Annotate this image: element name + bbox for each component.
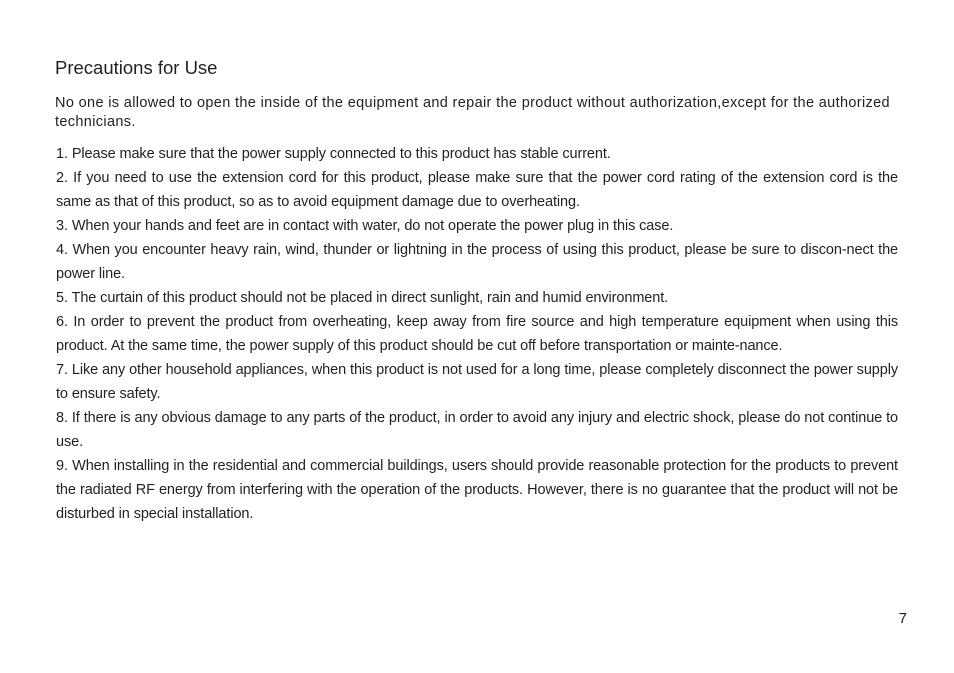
precaution-item-1: 1. Please make sure that the power supply connected to this product has stable current.: [56, 146, 611, 162]
precaution-item-4: 4. When you encounter heavy rain, wind, thunder or lightning in the process of using this product, please be sure to discon-nect the power line.: [56, 242, 898, 282]
precaution-item-7: 7. Like any other household appliances, when this product is not used for a long time, please completely disconnect the power supply to ensure safety.: [56, 362, 898, 402]
page-number: 7: [898, 610, 907, 627]
page-title: Precautions for Use: [55, 57, 218, 78]
precaution-item-5: 5. The curtain of this product should not be placed in direct sunlight, rain and humid environment.: [56, 290, 669, 306]
precaution-item-8: 8. If there is any obvious damage to any parts of the product, in order to avoid any injury and electric shock, please do not continue to use.: [56, 410, 898, 450]
precaution-item-6: 6. In order to prevent the product from overheating, keep away from fire source and high temperature equipment when using this product. At the same time, the power supply of this product should be cut off before transportation or mainte-nance.: [56, 314, 898, 354]
precaution-item-3: 3. When your hands and feet are in contact with water, do not operate the power plug in this case.: [56, 218, 674, 234]
intro-paragraph: No one is allowed to open the inside of the equipment and repair the product without authorization,except for the authorized technicians.: [55, 95, 890, 130]
precaution-item-9: 9. When installing in the residential and commercial buildings, users should provide reasonable protection for the products to prevent the radiated RF energy from interfering with the operation of the products. However, there is no guarantee that the product will not be disturbed in special installation.: [56, 458, 898, 522]
precaution-item-2: 2. If you need to use the extension cord for this product, please make sure that the power cord rating of the extension cord is the same as that of this product, so as to avoid equipment damage due to overheating.: [56, 170, 898, 210]
precautions-list: [56, 142, 898, 526]
